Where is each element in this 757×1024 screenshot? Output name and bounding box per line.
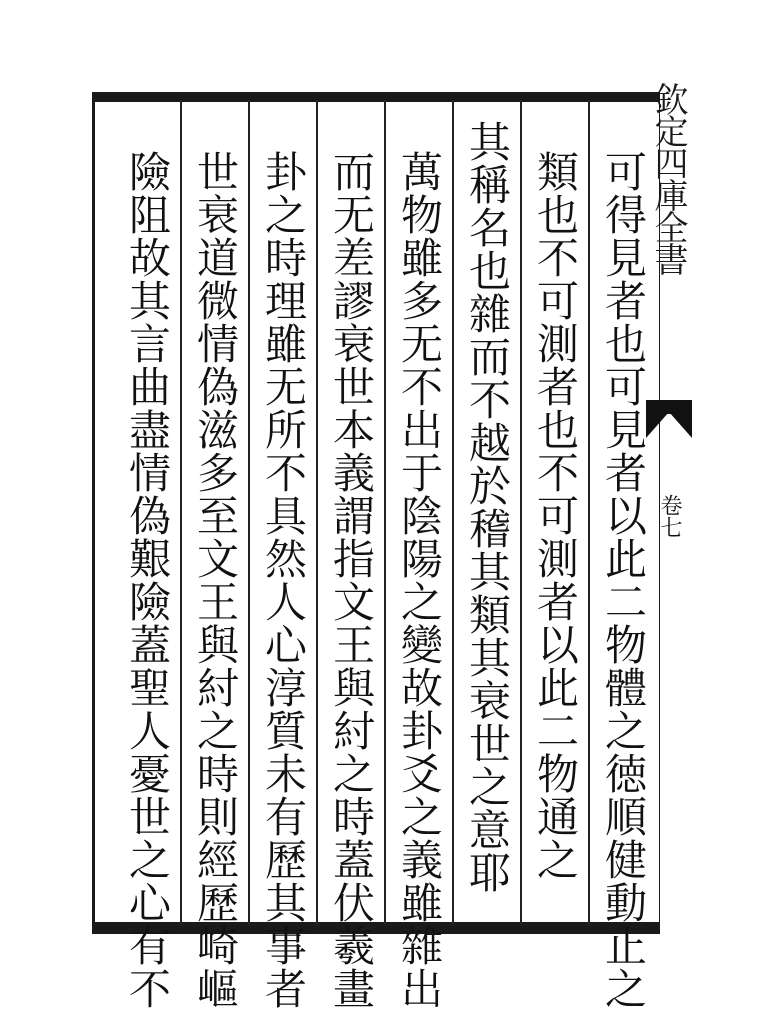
text-column-1: 可得見者也可見者以此二物體之徳順健動止之	[599, 150, 648, 1010]
fishtail-ornament-tail	[646, 412, 692, 438]
text-column-5: 而无差謬衰世本義謂指文王與紂之時蓋伏羲畫	[327, 150, 376, 1010]
text-column-6: 卦之時理雖无所不具然人心淳質未有歷其事者	[259, 150, 308, 1010]
text-column-7: 世衰道微情偽滋多至文王與紂之時則經歷崎嶇	[191, 150, 240, 1010]
book-title: 欽定四庫全書	[648, 82, 688, 274]
page-banner	[646, 82, 692, 942]
column-divider	[588, 100, 590, 926]
column-divider	[520, 100, 522, 926]
text-column-3: 其稱名也雜而不越於稽其類其衰世之意耶	[463, 120, 512, 894]
chapter-label: 卷七	[657, 494, 682, 538]
column-divider	[384, 100, 386, 926]
text-column-8: 險阻故其言曲盡情偽艱險蓋聖人憂世之心有不	[123, 150, 172, 1010]
column-divider	[248, 100, 250, 926]
column-divider	[316, 100, 318, 926]
frame-top-rule	[92, 92, 660, 102]
text-column-2: 類也不可測者也不可測者以此二物通之	[531, 150, 580, 881]
column-divider	[452, 100, 454, 926]
column-divider	[180, 100, 182, 926]
text-column-4: 萬物雖多无不出于陰陽之變故卦爻之義雖雜出	[395, 150, 444, 1010]
